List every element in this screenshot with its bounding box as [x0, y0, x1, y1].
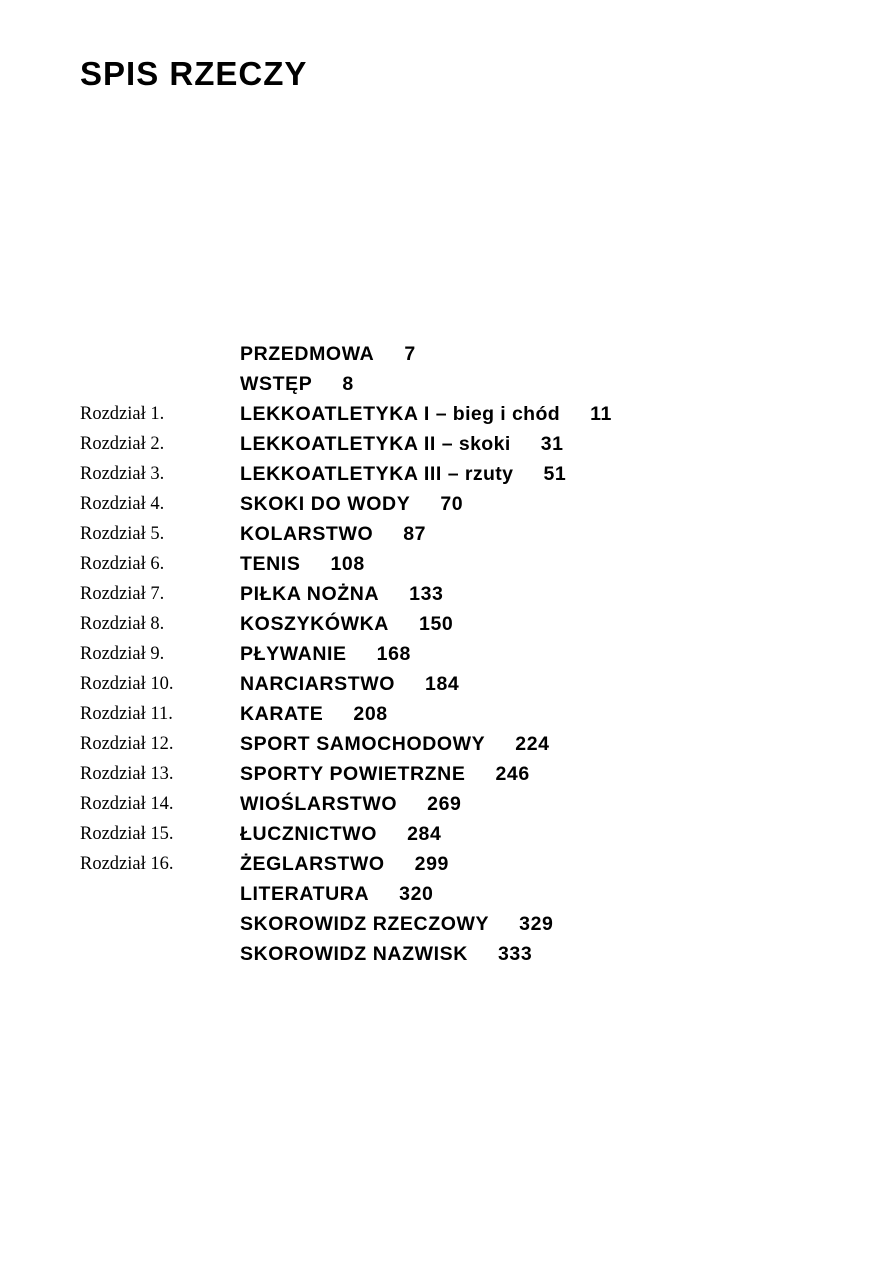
entry-text [240, 373, 354, 396]
page-number: 70 [440, 492, 464, 515]
chapter-label: Rozdział 11. [80, 703, 173, 724]
entry-title: TENIS [240, 552, 301, 575]
entry-title: LEKKOATLETYKA II [240, 432, 436, 455]
toc-entry [80, 369, 860, 399]
toc-entry [80, 759, 860, 789]
entry-text [240, 403, 612, 426]
page-number: 246 [495, 762, 530, 785]
page-number: 11 [590, 402, 612, 425]
entry-text [240, 853, 449, 876]
entry-title: SKOROWIDZ RZECZOWY [240, 912, 490, 935]
chapter-label: Rozdział 8. [80, 613, 165, 634]
toc-entry [80, 639, 860, 669]
entry-text [240, 523, 426, 546]
entry-title: LEKKOATLETYKA III [240, 462, 442, 485]
toc-entry [80, 939, 860, 969]
entry-title: PRZEDMOWA [240, 342, 375, 365]
entry-text [240, 763, 530, 786]
toc-entry [80, 669, 860, 699]
entry-subtitle: – skoki [435, 432, 511, 455]
entry-title: KOLARSTWO [240, 522, 374, 545]
entry-subtitle: – bieg i chód [429, 402, 561, 425]
entry-text [240, 673, 459, 696]
chapter-label: Rozdział 10. [80, 673, 174, 694]
chapter-label: Rozdział 1. [80, 403, 165, 424]
entry-title: LITERATURA [240, 882, 370, 905]
page-number: 269 [427, 792, 462, 815]
toc-entry [80, 339, 860, 369]
chapter-label: Rozdział 6. [80, 553, 165, 574]
page-number: 31 [540, 432, 564, 455]
toc-entry [80, 879, 860, 909]
page-number: 284 [407, 822, 442, 845]
page-title: SPIS RZECZY [80, 55, 308, 92]
page-number: 150 [419, 612, 454, 635]
toc-entry [80, 789, 860, 819]
toc-entry [80, 489, 860, 519]
chapter-label: Rozdział 5. [80, 523, 165, 544]
entry-subtitle: – rzuty [441, 462, 514, 485]
entry-text [240, 913, 553, 936]
entry-text [240, 553, 365, 576]
entry-title: ŻEGLARSTWO [240, 852, 385, 875]
chapter-label: Rozdział 3. [80, 463, 165, 484]
toc-entry [80, 549, 860, 579]
page-number: 108 [330, 552, 365, 575]
entry-title: SKOROWIDZ NAZWISK [240, 942, 468, 965]
chapter-label: Rozdział 14. [80, 793, 174, 814]
chapter-label: Rozdział 9. [80, 643, 165, 664]
entry-text [240, 463, 566, 486]
table-of-contents [80, 339, 860, 969]
page-number: 133 [409, 582, 444, 605]
page-number: 184 [425, 672, 460, 695]
entry-title: SPORTY POWIETRZNE [240, 762, 466, 785]
toc-entry [80, 819, 860, 849]
page-number: 7 [404, 342, 416, 365]
entry-text [240, 703, 388, 726]
entry-text [240, 493, 463, 516]
page-number: 224 [515, 732, 550, 755]
entry-title: WSTĘP [240, 372, 313, 395]
entry-text [240, 823, 441, 846]
toc-entry [80, 849, 860, 879]
entry-text [240, 733, 550, 756]
entry-text [240, 793, 462, 816]
page-number: 208 [353, 702, 388, 725]
entry-title: ŁUCZNICTWO [240, 822, 378, 845]
page-number: 299 [414, 852, 449, 875]
entry-title: SKOKI DO WODY [240, 492, 411, 515]
toc-entry [80, 519, 860, 549]
chapter-label: Rozdział 7. [80, 583, 165, 604]
toc-entry [80, 699, 860, 729]
entry-title: WIOŚLARSTWO [240, 792, 398, 815]
chapter-label: Rozdział 16. [80, 853, 174, 874]
page-number: 333 [497, 942, 533, 965]
toc-entry [80, 909, 860, 939]
page-number: 8 [342, 372, 354, 395]
entry-text [240, 943, 532, 966]
page-number: 329 [519, 912, 554, 935]
entry-text [240, 643, 411, 666]
chapter-label: Rozdział 13. [80, 763, 174, 784]
page-number: 51 [543, 462, 567, 485]
entry-title: KARATE [240, 702, 324, 725]
toc-entry [80, 429, 860, 459]
page-number: 168 [376, 642, 411, 665]
toc-entry [80, 579, 860, 609]
chapter-label: Rozdział 12. [80, 733, 174, 754]
entry-title: KOSZYKÓWKA [240, 612, 389, 635]
entry-title: PIŁKA NOŻNA [240, 582, 380, 605]
toc-entry [80, 729, 860, 759]
toc-entry [80, 399, 860, 429]
entry-text [240, 343, 416, 366]
chapter-label: Rozdział 15. [80, 823, 174, 844]
entry-title: PŁYWANIE [240, 642, 347, 665]
page-number: 87 [403, 522, 427, 545]
entry-text [240, 433, 564, 456]
chapter-label: Rozdział 4. [80, 493, 165, 514]
entry-title: NARCIARSTWO [240, 672, 396, 695]
entry-text [240, 883, 433, 906]
page-number: 320 [399, 882, 434, 905]
toc-entry [80, 459, 860, 489]
entry-text [240, 583, 443, 606]
toc-entry [80, 609, 860, 639]
chapter-label: Rozdział 2. [80, 433, 165, 454]
entry-text [240, 613, 453, 636]
entry-title: SPORT SAMOCHODOWY [240, 732, 486, 755]
entry-title: LEKKOATLETYKA I [240, 402, 430, 425]
